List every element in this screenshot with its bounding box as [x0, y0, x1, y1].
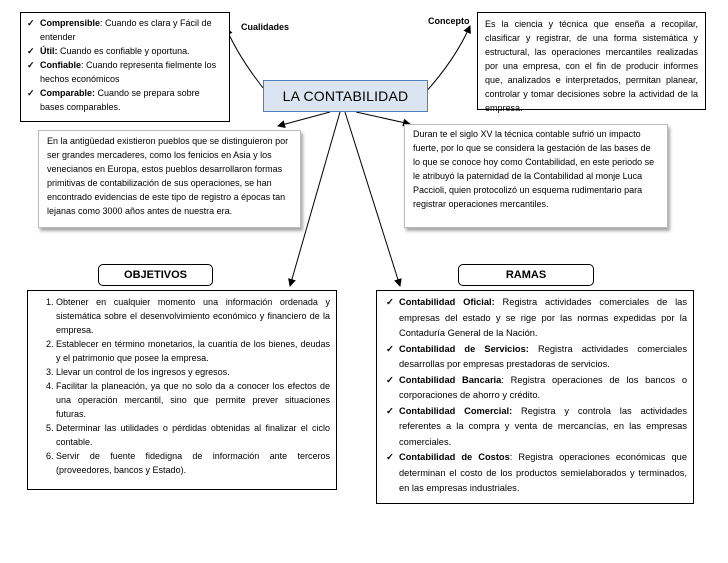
cualidad-item-term: Útil:	[40, 46, 58, 56]
rama-item-text: : Registra operaciones económicas que determinan el costo de los productos semielaborados y terminados, en las empresas industriales.	[399, 452, 687, 493]
link-cualidades	[226, 28, 268, 94]
ramas-box	[376, 290, 694, 504]
cualidad-item-text: : Cuando representa fielmente los hechos económicos	[40, 60, 217, 84]
concepto-box	[477, 12, 706, 113]
objetivo-item: 3. Llevar un control de los ingresos y egresos.	[56, 365, 330, 379]
cualidad-item-text: : Cuando es clara y Fácil de entender	[40, 18, 212, 42]
rama-item-term: Contabilidad Oficial:	[399, 297, 495, 307]
objetivo-item: 6. Servir de fuente fidedigna de información ante terceros (proveedores, bancos y Estado).	[56, 449, 330, 477]
cualidad-item-text: Cuando se prepara sobre bases comparables.	[40, 88, 200, 112]
cualidad-item	[27, 44, 223, 58]
cualidades-list	[27, 16, 223, 114]
objetivo-item: 4. Facilitar la planeación, ya que no solo da a conocer los efectos de una operación mercantil, sino que permite prever situaciones futuras.	[56, 379, 330, 421]
cualidad-item-term: Confiable	[40, 60, 82, 70]
arrow-historia-antigua	[278, 112, 330, 126]
rama-item	[386, 342, 687, 373]
rama-item	[386, 373, 687, 404]
historia-siglo-xv-text: Duran te el siglo XV la técnica contable sufrió un impacto fuerte, por lo que se considera la gestación de las bases de lo que se conoce hoy como Contabilidad, en este periodo se le atribuyó la paternidad de la Contabilidad al monje Luca Paccioli, quien protocolizó un esquema rudimentario para registrar operaciones mercantiles.	[413, 129, 655, 209]
rama-item-text: Registra y controla las actividades referentes a la compra y venta de mercancías, en las empresas comerciales.	[399, 405, 687, 447]
cualidad-item-text: Cuando es confiable y oportuna.	[57, 46, 190, 56]
concepto-text: Es la ciencia y técnica que enseña a recopilar, clasificar y registrar, de una forma sistemática y estructural, las operaciones mercantiles realizadas por una empresa, con el fin de producir informes que, analizados e interpretados, permitan planear, controlar y tomar decisiones sobre la actividad de la empresa.	[485, 19, 698, 113]
rama-item-term: Contabilidad de Costos	[399, 452, 510, 462]
cualidad-item	[27, 16, 223, 44]
arrow-ramas	[345, 112, 400, 286]
rama-item-text: Registra actividades comerciales de las empresas del estado y se rige por las normas expedidas por la Contaduría General de la Nación.	[399, 297, 688, 338]
rama-item-term: Contabilidad de Servicios:	[399, 343, 529, 354]
objetivos-title: OBJETIVOS	[98, 264, 213, 286]
objetivo-item: 5. Determinar las utilidades o pérdidas obtenidas al finalizar el ciclo contable.	[56, 421, 330, 449]
cualidad-item	[27, 58, 223, 86]
historia-antigua-note	[38, 130, 301, 228]
rama-item	[386, 450, 687, 497]
rama-item	[386, 404, 687, 451]
objetivo-item: 1. Obtener en cualquier momento una información ordenada y sistemática sobre el desenvolvimiento económico y financiero de la empresa.	[56, 295, 330, 337]
cualidad-item-term: Comparable:	[40, 88, 96, 98]
objetivo-item: 2. Establecer en término monetarios, la cuantía de los bienes, deudas y el patrimonio que posee la empresa.	[56, 337, 330, 365]
concepto-label: Concepto	[428, 16, 470, 26]
link-concepto	[424, 26, 470, 94]
objetivos-box	[27, 290, 337, 490]
rama-item-text: Registra actividades comerciales desarrollas por empresas prestadoras de servicios.	[399, 343, 687, 369]
arrow-historia-siglo-xv	[356, 112, 410, 124]
rama-item-text: : Registra operaciones de los bancos o corporaciones de ahorro y crédito.	[399, 374, 687, 400]
historia-siglo-xv-note	[404, 124, 668, 228]
cualidades-label: Cualidades	[241, 22, 290, 32]
cualidades-box	[20, 12, 230, 122]
rama-item-term: Contabilidad Bancaria	[399, 374, 502, 385]
cualidad-item	[27, 86, 223, 114]
cualidad-item-term: Comprensible	[40, 18, 101, 28]
historia-antigua-text: En la antigüedad existieron pueblos que se distinguieron por ser grandes mercaderes, como los fenicios en Asia y los venecianos en Europa, estos pueblos desarrollaron formas primitivas de contabilización de sus operaciones, se han encontrado evidencias de este tipo de registro a épocas tan lejanas como 3000 años antes de nuestra era.	[47, 136, 289, 216]
rama-item-term: Contabilidad Comercial:	[399, 405, 513, 416]
main-topic: LA CONTABILIDAD	[263, 80, 428, 112]
ramas-list	[386, 295, 687, 497]
ramas-title: RAMAS	[458, 264, 594, 286]
rama-item	[386, 295, 687, 342]
objetivos-list	[32, 295, 330, 477]
